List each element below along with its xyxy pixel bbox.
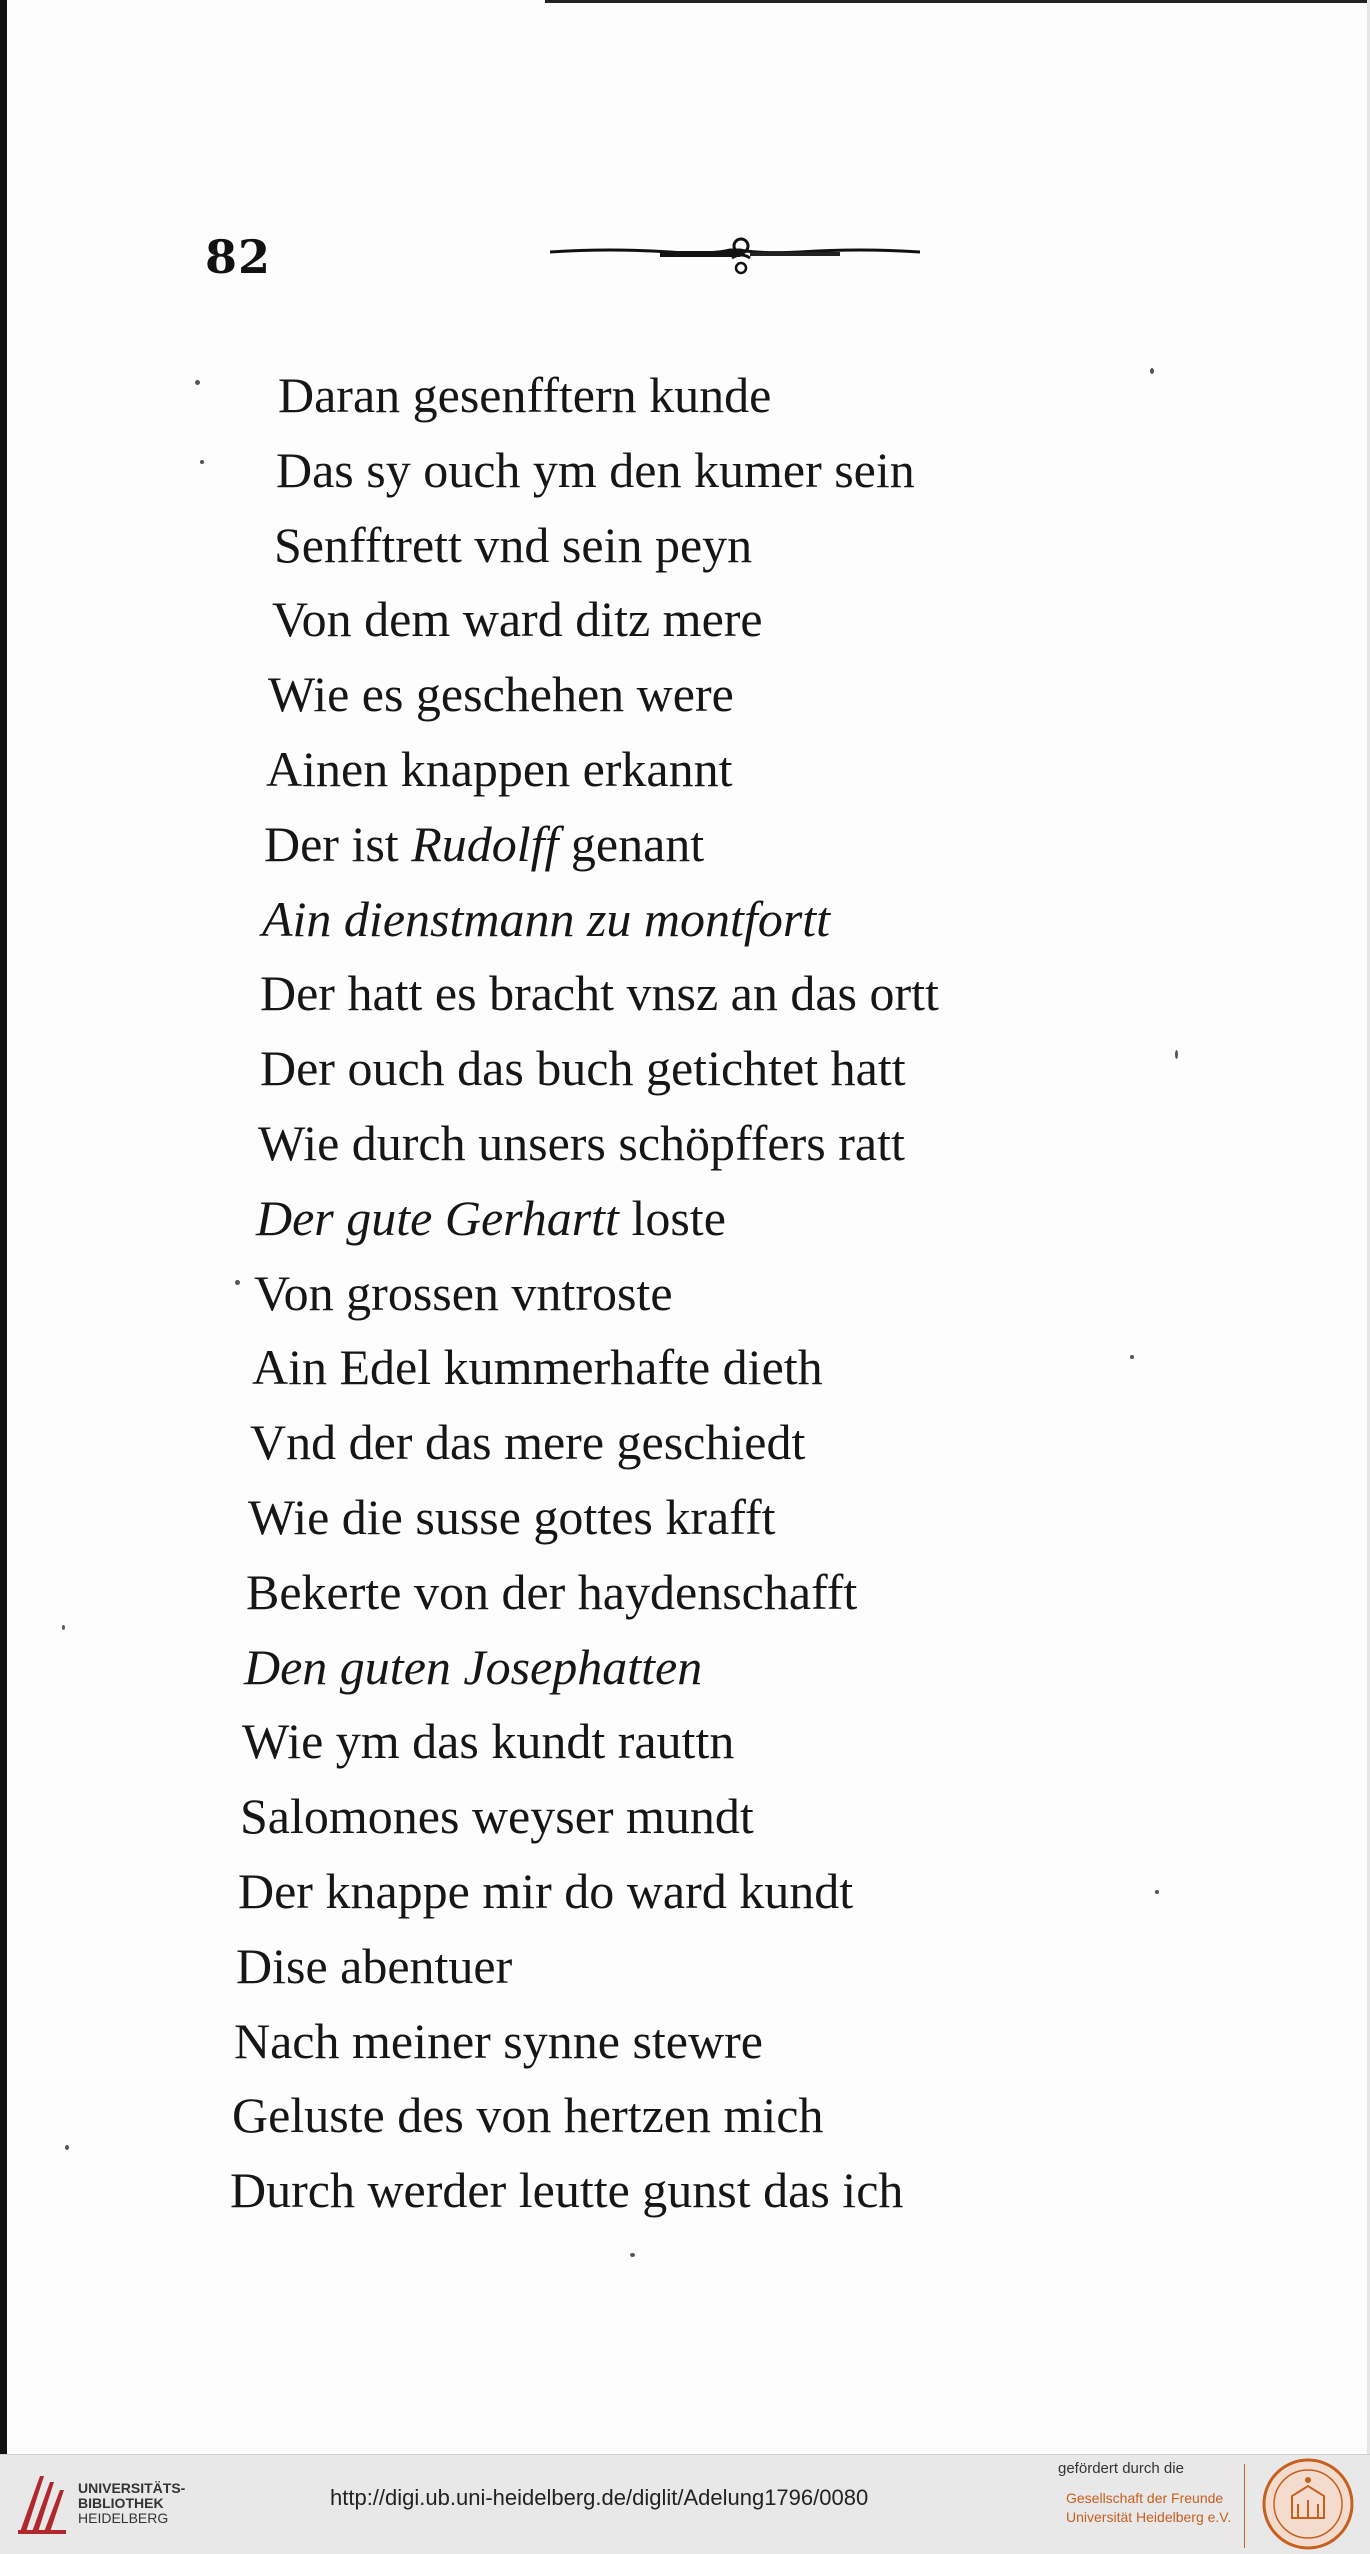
- poem-text-segment: Von dem ward ditz mere: [272, 591, 763, 648]
- poem-italic-text: Den guten Josephatten: [244, 1638, 703, 1695]
- poem-italic-text: Rudolff: [411, 815, 559, 872]
- scan-speck: [630, 2253, 635, 2257]
- scan-speck: [200, 460, 204, 464]
- poem-line: [230, 582, 1240, 657]
- poem-line: [230, 807, 1240, 882]
- ub-heidelberg-logo-icon: [14, 2470, 70, 2540]
- poem-line: [230, 1929, 1240, 2004]
- poem-line: [230, 2004, 1240, 2079]
- page-number: 82: [205, 230, 272, 284]
- header-ornament-icon: [550, 232, 920, 282]
- library-name-line: UNIVERSITÄTS-: [78, 2480, 186, 2496]
- poem-text-segment: Durch werder leutte gunst das ich: [230, 2162, 904, 2219]
- poem-text-segment: Der hatt es bracht vnsz an das ortt: [260, 965, 939, 1022]
- poem-line: [230, 433, 1240, 508]
- scan-speck: [1130, 1355, 1134, 1359]
- poem-text-segment: Geluste des von hertzen mich: [232, 2087, 824, 2144]
- poem-italic-text: Der gute Gerhartt: [256, 1189, 619, 1246]
- poem-text-segment: Das sy ouch ym den kumer sein: [276, 441, 915, 498]
- scan-left-border: [0, 0, 7, 2454]
- poem-text-segment: Ain Edel kummerhafte dieth: [252, 1339, 823, 1396]
- poem-line: [230, 2078, 1240, 2153]
- poem-italic-text: Ain dienstmann zu montfortt: [262, 890, 831, 947]
- poem-line: [230, 1854, 1240, 1929]
- library-name: [78, 2481, 185, 2526]
- poem-text-segment: loste: [618, 1189, 726, 1246]
- poem-text-segment: Wie die susse gottes krafft: [248, 1488, 776, 1545]
- poem-text-segment: Nach meiner synne stewre: [234, 2012, 763, 2069]
- poem-text-segment: Der ouch das buch getichtet hatt: [260, 1040, 906, 1097]
- library-name-line: BIBLIOTHEK: [78, 2495, 164, 2511]
- poem-text-segment: Daran gesenfftern kunde: [278, 367, 772, 423]
- sponsor-name[interactable]: [1066, 2489, 1231, 2527]
- library-name-line: HEIDELBERG: [78, 2510, 169, 2526]
- poem-line: [230, 732, 1240, 807]
- poem-text-segment: Wie durch unsers schöpffers ratt: [258, 1114, 905, 1171]
- scan-speck: [1155, 1890, 1159, 1894]
- poem-text-segment: Der knappe mir do ward kundt: [238, 1862, 854, 1919]
- poem-text-segment: Der ist: [264, 815, 412, 872]
- poem-line: [230, 2153, 1240, 2228]
- scan-speck: [195, 380, 200, 385]
- poem-text-segment: Von grossen vntroste: [254, 1264, 673, 1321]
- poem-text-segment: Dise abentuer: [236, 1937, 513, 1994]
- scan-speck: [235, 1280, 240, 1285]
- scan-speck: [1175, 1050, 1178, 1059]
- poem-text-segment: Vnd der das mere geschiedt: [250, 1414, 806, 1471]
- poem-line: [230, 1330, 1240, 1405]
- poem-text-segment: Ainen knappen erkannt: [266, 740, 733, 797]
- poem-line: [230, 358, 1240, 433]
- poem-text-segment: Wie ym das kundt rauttn: [242, 1713, 735, 1770]
- poem-text-segment: Bekerte von der haydenschafft: [246, 1563, 858, 1620]
- scan-speck: [62, 1625, 65, 1630]
- poem-line: [230, 657, 1240, 732]
- university-seal-icon: [1262, 2458, 1354, 2550]
- poem-line: [230, 1031, 1240, 1106]
- poem-text-segment: Senfftrett vnd sein peyn: [274, 516, 753, 573]
- poem-text-segment: Salomones weyser mundt: [240, 1788, 754, 1845]
- poem-text: [230, 358, 1240, 2228]
- poem-line: [230, 508, 1240, 583]
- sponsor-intro: gefördert durch die: [1058, 2460, 1184, 2477]
- poem-line: [230, 1405, 1240, 1480]
- sponsor-name-line: Gesellschaft der Freunde: [1066, 2490, 1224, 2506]
- poem-line: [230, 1704, 1240, 1779]
- poem-line: [230, 882, 1240, 957]
- permalink-url[interactable]: http://digi.ub.uni-heidelberg.de/diglit/Adelung1796/0080: [330, 2485, 869, 2510]
- sponsor-divider: [1244, 2464, 1245, 2548]
- poem-line: [230, 1480, 1240, 1555]
- poem-line: [230, 1106, 1240, 1181]
- scan-speck: [1150, 368, 1154, 374]
- poem-line: [230, 1630, 1240, 1705]
- scan-top-edge: [545, 0, 1370, 3]
- poem-line: [230, 1181, 1240, 1256]
- poem-line: [230, 1256, 1240, 1331]
- poem-line: [230, 1779, 1240, 1854]
- sponsor-name-line: Universität Heidelberg e.V.: [1066, 2509, 1232, 2525]
- poem-line: [230, 956, 1240, 1031]
- poem-line: [230, 1555, 1240, 1630]
- poem-text-segment: Wie es geschehen were: [268, 666, 734, 723]
- poem-text-segment: genant: [558, 815, 705, 872]
- scan-speck: [65, 2145, 69, 2150]
